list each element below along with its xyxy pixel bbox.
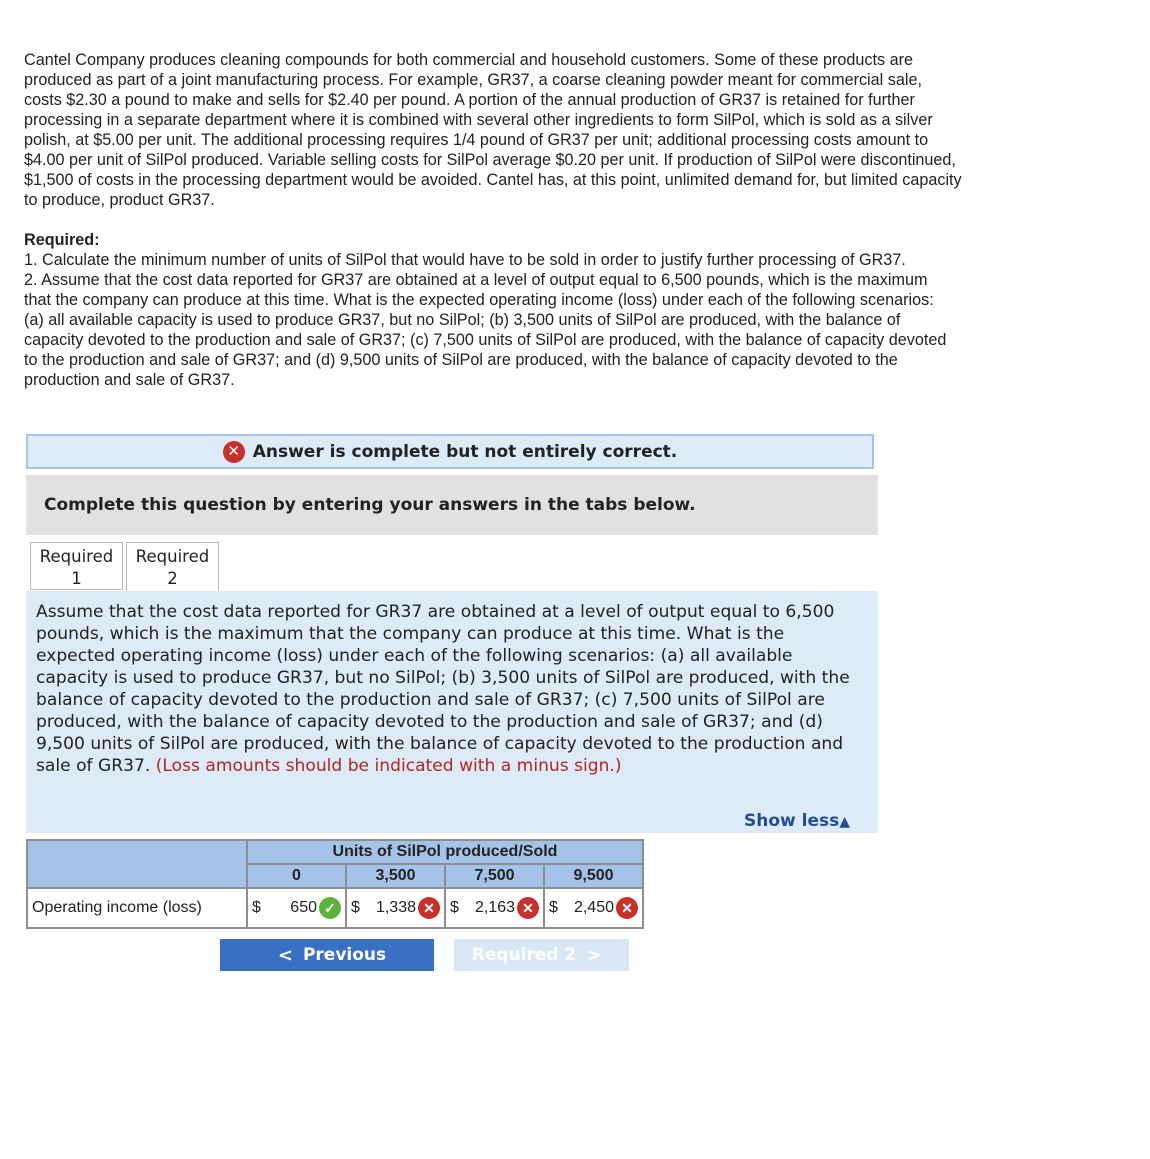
table-row xyxy=(27,888,643,928)
required-section xyxy=(24,230,954,390)
x-circle-icon: ✕ xyxy=(616,897,638,919)
answer-cell[interactable] xyxy=(544,888,643,928)
tab-required-1[interactable] xyxy=(30,542,123,590)
next-button[interactable] xyxy=(454,939,629,971)
previous-button[interactable] xyxy=(220,939,434,971)
tab-required-2[interactable] xyxy=(126,542,219,591)
problem-intro xyxy=(24,50,964,210)
tab-label-line2: 1 xyxy=(71,569,82,588)
answer-table xyxy=(26,839,644,929)
question-panel xyxy=(26,591,878,833)
check-circle-icon: ✓ xyxy=(319,897,341,919)
units-group-header: Units of SilPol produced/Sold xyxy=(247,840,643,864)
currency-symbol: $ xyxy=(351,899,360,916)
tab-label-line2: 2 xyxy=(167,569,178,588)
x-circle-icon: ✕ xyxy=(418,897,440,919)
currency-symbol: $ xyxy=(549,899,558,916)
next-label: Required 2 xyxy=(471,945,577,965)
currency-symbol: $ xyxy=(450,899,459,916)
answer-cell[interactable] xyxy=(247,888,346,928)
column-header: 7,500 xyxy=(445,864,544,888)
tab-bar xyxy=(30,542,219,591)
row-label: Operating income (loss) xyxy=(27,888,247,928)
show-less-label: Show less xyxy=(743,811,840,831)
chevron-left-icon: < xyxy=(277,944,293,966)
show-less-link[interactable] xyxy=(744,810,850,833)
answer-value[interactable]: 1,338 xyxy=(375,899,416,916)
required-item-2: 2. Assume that the cost data reported for GR37 are obtained at a level of output equal to 6,500 pounds, which is the maximum that the company can produce at this time. What is the expected operating income (loss) under each of the following scenarios: (a) all available capacity is used to produce GR37, but no SilPol; (b) 3,500 units of SilPol are produced, with the balance of capacity devoted to the production and sale of GR37; (c) 7,500 units of SilPol are produced, with the balance of capacity devoted to the production and sale of GR37; and (d) 9,500 units of SilPol are produced, with the balance of capacity devoted to the production and sale of GR37. xyxy=(24,271,947,389)
answer-status-text: Answer is complete but not entirely correct. xyxy=(252,441,678,462)
required-title: Required: xyxy=(24,231,100,249)
answer-value[interactable]: 2,163 xyxy=(474,899,515,916)
tab-label-line1: Required xyxy=(39,547,114,566)
question-note: (Loss amounts should be indicated with a minus sign.) xyxy=(155,756,622,776)
table-corner xyxy=(27,840,247,888)
tab-label-line1: Required xyxy=(135,547,210,566)
answer-value[interactable]: 2,450 xyxy=(573,899,614,916)
column-header: 9,500 xyxy=(544,864,643,888)
x-circle-icon: ✕ xyxy=(517,897,539,919)
question-text: Assume that the cost data reported for GR37 are obtained at a level of output equal to 6,500 pounds, which is the maximum that the company can produce at this time. What is the expected operating income (loss) under each of the following scenarios: (a) all available capacity is used to produce GR37, but no SilPol; (b) 3,500 units of SilPol are produced, with the balance of capacity devoted to the production and sale of GR37; (c) 7,500 units of SilPol are produced, with the balance of capacity devoted to the production and sale of GR37; and (d) 9,500 units of SilPol are produced, with the balance of capacity devoted to the production and sale of GR37. xyxy=(36,602,850,776)
answer-status-banner xyxy=(26,434,874,469)
answer-value[interactable]: 650 xyxy=(290,899,317,916)
column-header: 3,500 xyxy=(346,864,445,888)
instruction-text: Complete this question by entering your answers in the tabs below. xyxy=(44,495,696,515)
answer-cell[interactable] xyxy=(346,888,445,928)
chevron-right-icon: > xyxy=(586,944,602,966)
required-item-1: 1. Calculate the minimum number of units of SilPol that would have to be sold in order to justify further processing of GR37. xyxy=(24,251,906,269)
instruction-box xyxy=(26,475,878,535)
column-header: 0 xyxy=(247,864,346,888)
triangle-up-icon: ▲ xyxy=(839,814,850,830)
x-circle-icon: ✕ xyxy=(223,441,245,463)
currency-symbol: $ xyxy=(252,899,261,916)
answer-cell[interactable] xyxy=(445,888,544,928)
intro-paragraph: Cantel Company produces cleaning compounds for both commercial and household customers. Some of these products are produced as part of a joint manufacturing process. For example, GR37, a coarse cleaning powder meant for commercial sale, costs $2.30 a pound to make and sells for $2.40 per pound. A portion of the annual production of GR37 is retained for further processing in a separate department where it is combined with several other ingredients to form SilPol, which is sold as a silver polish, at $5.00 per unit. The additional processing requires 1/4 pound of GR37 per unit; additional processing costs amount to $4.00 per unit of SilPol produced. Variable selling costs for SilPol average $0.20 per unit. If production of SilPol were discontinued, $1,500 of costs in the processing department would be avoided. Cantel has, at this point, unlimited demand for, but limited capacity to produce, product GR37. xyxy=(24,51,962,209)
previous-label: Previous xyxy=(302,945,387,965)
